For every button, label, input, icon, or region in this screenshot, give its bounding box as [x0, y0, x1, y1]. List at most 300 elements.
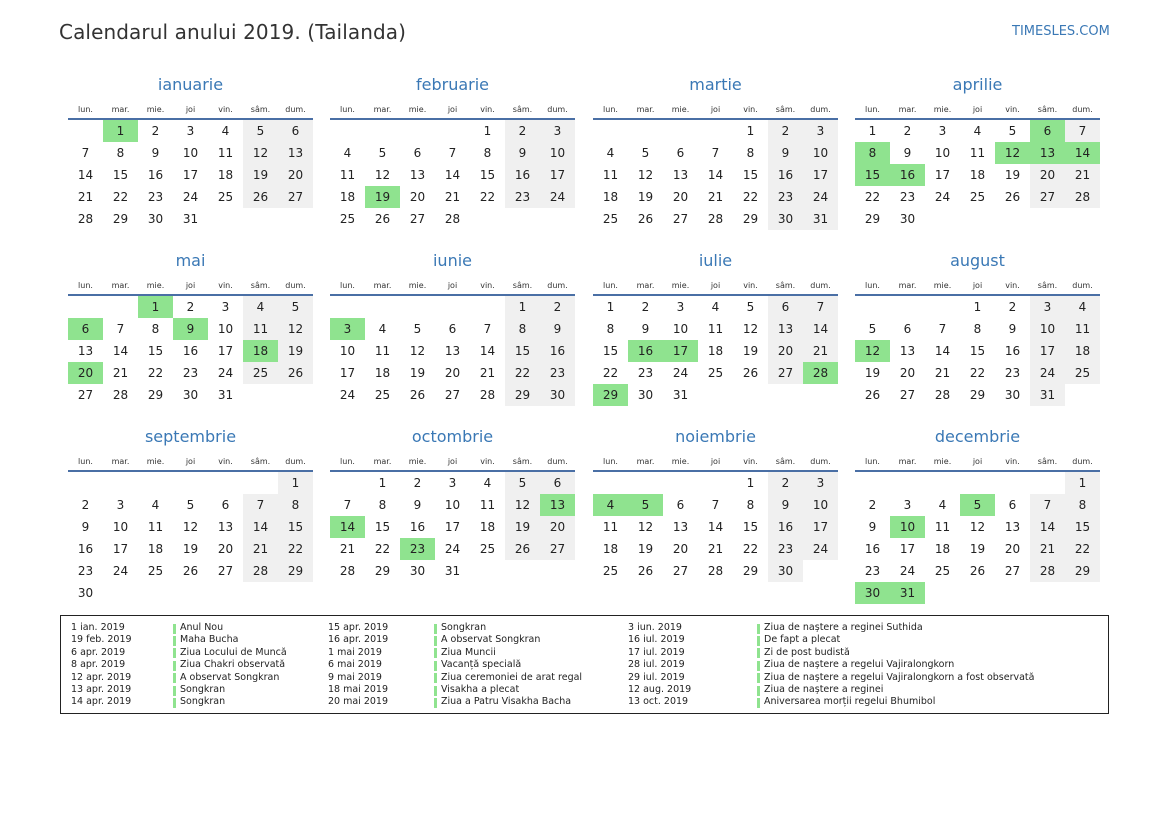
weekday-label: joi	[447, 105, 458, 114]
legend-marker	[173, 686, 176, 696]
day-cell: 10	[672, 322, 689, 336]
holiday-legend	[60, 615, 1109, 714]
holiday-day-cell: 17	[663, 340, 698, 362]
header-divider	[855, 470, 1100, 472]
day-cell: 10	[803, 494, 838, 516]
day-cell: 19	[637, 190, 654, 204]
day-cell: 26	[374, 212, 391, 226]
holiday-day-cell: 6	[1030, 120, 1065, 142]
weekday-label: sâm.	[250, 281, 271, 290]
legend-holiday-name: Ziua de naștere a reginei	[764, 684, 884, 695]
day-cell: 31	[217, 388, 234, 402]
day-cell: 29	[112, 212, 129, 226]
day-cell: 25	[602, 564, 619, 578]
legend-holiday-name: Ziua Muncii	[441, 646, 496, 658]
day-cell: 17	[339, 366, 356, 380]
day-cell: 9	[540, 318, 575, 340]
legend-date: 15 apr. 2019	[328, 622, 389, 633]
day-cell: 1	[746, 124, 755, 138]
weekday-label: mie.	[146, 281, 165, 290]
day-cell: 28	[444, 212, 461, 226]
weekday-label: joi	[710, 457, 721, 466]
day-cell: 17	[112, 542, 129, 556]
legend-marker	[434, 698, 437, 708]
weekday-label: joi	[710, 105, 721, 114]
day-cell: 26	[864, 388, 881, 402]
day-cell: 23	[768, 186, 803, 208]
day-cell: 28	[243, 560, 278, 582]
day-cell: 24	[1030, 362, 1065, 384]
weekday-label: vin.	[1005, 281, 1020, 290]
day-cell: 21	[707, 190, 724, 204]
day-cell: 18	[374, 366, 391, 380]
day-cell: 4	[378, 322, 387, 336]
day-cell: 5	[378, 146, 387, 160]
day-cell: 25	[479, 542, 496, 556]
legend-holiday-name: Ziua de naștere a reginei Suthida	[764, 622, 923, 633]
legend-holiday-name: Maha Bucha	[180, 634, 239, 646]
day-cell: 26	[243, 186, 278, 208]
legend-date: 6 mai 2019	[328, 659, 382, 671]
day-cell: 3	[676, 300, 685, 314]
day-cell: 31	[672, 388, 689, 402]
weekday-label: mar.	[898, 105, 917, 114]
weekday-header	[68, 457, 313, 469]
day-cell: 11	[1065, 318, 1100, 340]
weekday-label: joi	[447, 281, 458, 290]
legend-date: 16 apr. 2019	[328, 634, 389, 646]
day-cell: 2	[413, 476, 422, 490]
month-name: ianuarie	[157, 75, 224, 94]
legend-holiday-name: Ziua Locului de Muncă	[180, 646, 287, 658]
day-cell: 25	[147, 564, 164, 578]
day-cell: 15	[374, 520, 391, 534]
day-cell: 30	[147, 212, 164, 226]
holiday-day-cell: 3	[330, 318, 365, 340]
weekday-label: vin.	[1005, 105, 1020, 114]
legend-date: 8 apr. 2019	[71, 659, 126, 671]
day-cell: 23	[864, 564, 881, 578]
day-cell: 19	[742, 344, 759, 358]
day-cell: 19	[278, 340, 313, 362]
day-cell: 17	[934, 168, 951, 182]
day-cell: 11	[602, 168, 619, 182]
day-cell: 7	[243, 494, 278, 516]
holiday-day-cell: 1	[103, 120, 138, 142]
day-cell: 8	[151, 322, 160, 336]
weekday-label: mar.	[636, 105, 655, 114]
weekday-label: mie.	[146, 457, 165, 466]
day-cell: 8	[746, 498, 755, 512]
legend-holiday-name: Ziua de naștere a regelui Vajiralongkorn	[764, 659, 955, 671]
day-cell: 28	[1065, 186, 1100, 208]
day-cell: 2	[81, 498, 90, 512]
day-cell: 20	[1004, 542, 1021, 556]
day-cell: 1	[606, 300, 615, 314]
day-cell: 14	[1030, 516, 1065, 538]
weekday-label: lun.	[865, 281, 880, 290]
day-cell: 27	[1004, 564, 1021, 578]
day-cell: 4	[711, 300, 720, 314]
weekday-label: mar.	[373, 457, 392, 466]
day-cell: 16	[768, 516, 803, 538]
day-cell: 17	[803, 164, 838, 186]
day-cell: 4	[483, 476, 492, 490]
day-cell: 1	[973, 300, 982, 314]
legend-date: 12 aug. 2019	[628, 684, 692, 695]
day-cell: 28	[339, 564, 356, 578]
day-cell: 16	[409, 520, 426, 534]
day-cell: 20	[1030, 164, 1065, 186]
day-cell: 18	[479, 520, 496, 534]
holiday-day-cell: 23	[400, 538, 435, 560]
day-cell: 23	[899, 190, 916, 204]
day-cell: 22	[742, 190, 759, 204]
day-cell: 28	[934, 388, 951, 402]
day-cell: 29	[742, 564, 759, 578]
weekday-label: mie.	[408, 281, 427, 290]
day-cell: 8	[505, 318, 540, 340]
day-cell: 28	[707, 212, 724, 226]
weekday-label: joi	[972, 105, 983, 114]
weekday-header	[593, 281, 838, 293]
weekday-label: lun.	[865, 457, 880, 466]
holiday-day-cell: 19	[365, 186, 400, 208]
day-cell: 7	[803, 296, 838, 318]
holiday-day-cell: 9	[173, 318, 208, 340]
day-cell: 11	[707, 322, 724, 336]
day-cell: 13	[672, 168, 689, 182]
legend-date: 18 mai 2019	[328, 684, 389, 695]
weekday-label: sâm.	[512, 105, 533, 114]
weekday-label: vin.	[218, 457, 233, 466]
day-cell: 27	[540, 538, 575, 560]
legend-marker	[173, 661, 176, 671]
weekday-label: lun.	[78, 281, 93, 290]
weekday-label: dum.	[1072, 105, 1093, 114]
day-cell: 25	[339, 212, 356, 226]
weekday-label: dum.	[1072, 281, 1093, 290]
legend-holiday-name: Songkran	[180, 696, 226, 708]
day-cell: 18	[969, 168, 986, 182]
legend-holiday-name: Songkran	[180, 684, 226, 695]
day-cell: 7	[711, 498, 720, 512]
legend-date: 9 mai 2019	[328, 671, 382, 683]
day-cell: 31	[444, 564, 461, 578]
holiday-day-cell: 16	[628, 340, 663, 362]
legend-holiday-name: Ziua ceremoniei de arat regal	[441, 671, 583, 683]
weekday-label: mar.	[636, 457, 655, 466]
weekday-label: lun.	[78, 457, 93, 466]
day-cell: 3	[803, 472, 838, 494]
weekday-label: vin.	[218, 281, 233, 290]
day-cell: 18	[707, 344, 724, 358]
day-cell: 23	[505, 186, 540, 208]
site-link[interactable]: TIMESLES.COM	[1012, 24, 1110, 39]
day-cell: 29	[147, 388, 164, 402]
month-name: martie	[689, 75, 742, 94]
day-cell: 18	[602, 542, 619, 556]
day-cell: 27	[217, 564, 234, 578]
weekday-header	[330, 457, 575, 469]
day-cell: 17	[803, 516, 838, 538]
weekday-header	[68, 105, 313, 117]
legend-marker	[757, 661, 760, 671]
page-title: Calendarul anului 2019. (Tailanda)	[59, 20, 407, 44]
legend-date: 6 apr. 2019	[71, 646, 126, 658]
day-cell: 30	[540, 384, 575, 406]
day-cell: 12	[637, 520, 654, 534]
day-cell: 18	[339, 190, 356, 204]
day-cell: 11	[217, 146, 234, 160]
day-cell: 8	[116, 146, 125, 160]
day-cell: 3	[803, 120, 838, 142]
day-cell: 23	[147, 190, 164, 204]
day-cell: 17	[1030, 340, 1065, 362]
day-cell: 8	[483, 146, 492, 160]
day-cell: 5	[868, 322, 877, 336]
day-cell: 22	[112, 190, 129, 204]
day-cell: 28	[112, 388, 129, 402]
day-cell: 25	[217, 190, 234, 204]
day-cell: 30	[1004, 388, 1021, 402]
day-cell: 28	[707, 564, 724, 578]
legend-marker	[757, 686, 760, 696]
weekday-label: lun.	[603, 281, 618, 290]
weekday-label: vin.	[743, 281, 758, 290]
day-cell: 9	[868, 520, 877, 534]
day-cell: 9	[641, 322, 650, 336]
legend-holiday-name: Aniversarea morții regelui Bhumibol	[764, 696, 936, 708]
day-cell: 7	[81, 146, 90, 160]
holiday-day-cell: 18	[243, 340, 278, 362]
holiday-day-cell: 31	[890, 582, 925, 604]
day-cell: 13	[278, 142, 313, 164]
day-cell: 6	[221, 498, 230, 512]
day-cell: 29	[864, 212, 881, 226]
legend-marker	[757, 624, 760, 634]
day-cell: 2	[641, 300, 650, 314]
holiday-day-cell: 13	[540, 494, 575, 516]
day-cell: 26	[505, 538, 540, 560]
day-cell: 25	[602, 212, 619, 226]
day-cell: 30	[768, 560, 803, 582]
holiday-day-cell: 1	[138, 296, 173, 318]
day-cell: 28	[1030, 560, 1065, 582]
day-cell: 23	[1004, 366, 1021, 380]
day-cell: 2	[768, 472, 803, 494]
holiday-day-cell: 15	[855, 164, 890, 186]
day-cell: 11	[479, 498, 496, 512]
day-cell: 25	[969, 190, 986, 204]
day-cell: 3	[116, 498, 125, 512]
day-cell: 4	[243, 296, 278, 318]
day-cell: 24	[444, 542, 461, 556]
legend-holiday-name: Zi de post budistă	[764, 646, 850, 658]
day-cell: 16	[77, 542, 94, 556]
day-cell: 15	[1065, 516, 1100, 538]
day-cell: 24	[672, 366, 689, 380]
legend-marker	[173, 624, 176, 634]
day-cell: 4	[343, 146, 352, 160]
day-cell: 11	[602, 520, 619, 534]
day-cell: 19	[969, 542, 986, 556]
day-cell: 6	[676, 498, 685, 512]
day-cell: 24	[899, 564, 916, 578]
legend-date: 3 iun. 2019	[628, 622, 682, 633]
weekday-label: sâm.	[512, 457, 533, 466]
day-cell: 7	[938, 322, 947, 336]
day-cell: 4	[1065, 296, 1100, 318]
day-cell: 2	[1008, 300, 1017, 314]
month-name: aprilie	[952, 75, 1003, 94]
weekday-label: vin.	[480, 457, 495, 466]
day-cell: 30	[637, 388, 654, 402]
day-cell: 7	[1030, 494, 1065, 516]
day-cell: 21	[1030, 538, 1065, 560]
day-cell: 24	[339, 388, 356, 402]
day-cell: 30	[182, 388, 199, 402]
weekday-label: mie.	[933, 281, 952, 290]
day-cell: 14	[479, 344, 496, 358]
day-cell: 21	[934, 366, 951, 380]
legend-marker	[757, 673, 760, 683]
day-cell: 6	[903, 322, 912, 336]
day-cell: 1	[483, 124, 492, 138]
day-cell: 22	[278, 538, 313, 560]
legend-date: 17 iul. 2019	[628, 646, 685, 658]
day-cell: 12	[374, 168, 391, 182]
day-cell: 12	[278, 318, 313, 340]
day-cell: 19	[182, 542, 199, 556]
day-cell: 12	[243, 142, 278, 164]
weekday-label: lun.	[603, 105, 618, 114]
day-cell: 20	[409, 190, 426, 204]
day-cell: 12	[742, 322, 759, 336]
legend-holiday-name: De fapt a plecat	[764, 634, 841, 646]
day-cell: 4	[938, 498, 947, 512]
day-cell: 7	[483, 322, 492, 336]
day-cell: 1	[868, 124, 877, 138]
day-cell: 21	[1065, 164, 1100, 186]
day-cell: 14	[243, 516, 278, 538]
day-cell: 17	[182, 168, 199, 182]
legend-date: 20 mai 2019	[328, 696, 389, 708]
day-cell: 24	[803, 186, 838, 208]
holiday-day-cell: 6	[68, 318, 103, 340]
day-cell: 24	[182, 190, 199, 204]
day-cell: 23	[182, 366, 199, 380]
day-cell: 2	[505, 120, 540, 142]
month-name: august	[950, 251, 1005, 270]
weekday-label: sâm.	[775, 457, 796, 466]
day-cell: 19	[637, 542, 654, 556]
day-cell: 28	[77, 212, 94, 226]
day-cell: 25	[707, 366, 724, 380]
day-cell: 15	[112, 168, 129, 182]
weekday-label: sâm.	[775, 281, 796, 290]
day-cell: 14	[707, 520, 724, 534]
weekday-label: lun.	[340, 457, 355, 466]
day-cell: 15	[147, 344, 164, 358]
day-cell: 10	[112, 520, 129, 534]
legend-date: 12 apr. 2019	[71, 671, 132, 683]
day-cell: 3	[448, 476, 457, 490]
day-cell: 24	[540, 186, 575, 208]
day-cell: 27	[444, 388, 461, 402]
day-cell: 3	[540, 120, 575, 142]
weekday-label: mie.	[933, 105, 952, 114]
day-cell: 25	[934, 564, 951, 578]
day-cell: 3	[1030, 296, 1065, 318]
day-cell: 27	[77, 388, 94, 402]
month-name: mai	[175, 251, 206, 270]
legend-date: 16 iul. 2019	[628, 634, 685, 646]
day-cell: 4	[973, 124, 982, 138]
weekday-label: vin.	[1005, 457, 1020, 466]
day-cell: 1	[378, 476, 387, 490]
day-cell: 20	[899, 366, 916, 380]
weekday-label: joi	[185, 457, 196, 466]
day-cell: 14	[77, 168, 94, 182]
holiday-day-cell: 5	[628, 494, 663, 516]
holiday-day-cell: 28	[803, 362, 838, 384]
day-cell: 13	[77, 344, 94, 358]
day-cell: 13	[409, 168, 426, 182]
day-cell: 7	[448, 146, 457, 160]
weekday-label: joi	[710, 281, 721, 290]
weekday-label: joi	[972, 281, 983, 290]
legend-marker	[757, 648, 760, 658]
day-cell: 22	[742, 542, 759, 556]
day-cell: 2	[186, 300, 195, 314]
weekday-label: vin.	[743, 105, 758, 114]
day-cell: 15	[969, 344, 986, 358]
day-cell: 12	[505, 494, 540, 516]
day-cell: 12	[182, 520, 199, 534]
weekday-label: lun.	[603, 457, 618, 466]
day-cell: 8	[378, 498, 387, 512]
legend-date: 1 mai 2019	[328, 646, 382, 658]
day-cell: 16	[182, 344, 199, 358]
day-cell: 2	[151, 124, 160, 138]
month-name: februarie	[415, 75, 490, 94]
weekday-label: mie.	[146, 105, 165, 114]
day-cell: 27	[672, 212, 689, 226]
day-cell: 2	[768, 120, 803, 142]
day-cell: 15	[742, 520, 759, 534]
legend-marker	[173, 698, 176, 708]
day-cell: 23	[540, 362, 575, 384]
day-cell: 11	[339, 168, 356, 182]
weekday-label: mie.	[408, 105, 427, 114]
day-cell: 5	[186, 498, 195, 512]
day-cell: 2	[540, 296, 575, 318]
month-name: iulie	[698, 251, 733, 270]
day-cell: 25	[243, 362, 278, 384]
month-name: noiembrie	[675, 427, 756, 446]
day-cell: 6	[448, 322, 457, 336]
day-cell: 12	[969, 520, 986, 534]
day-cell: 20	[217, 542, 234, 556]
legend-marker	[173, 673, 176, 683]
weekday-label: dum.	[547, 457, 568, 466]
day-cell: 8	[1065, 494, 1100, 516]
legend-holiday-name: Ziua Chakri observată	[180, 659, 286, 671]
weekday-label: sâm.	[512, 281, 533, 290]
holiday-day-cell: 20	[68, 362, 103, 384]
day-cell: 16	[505, 164, 540, 186]
